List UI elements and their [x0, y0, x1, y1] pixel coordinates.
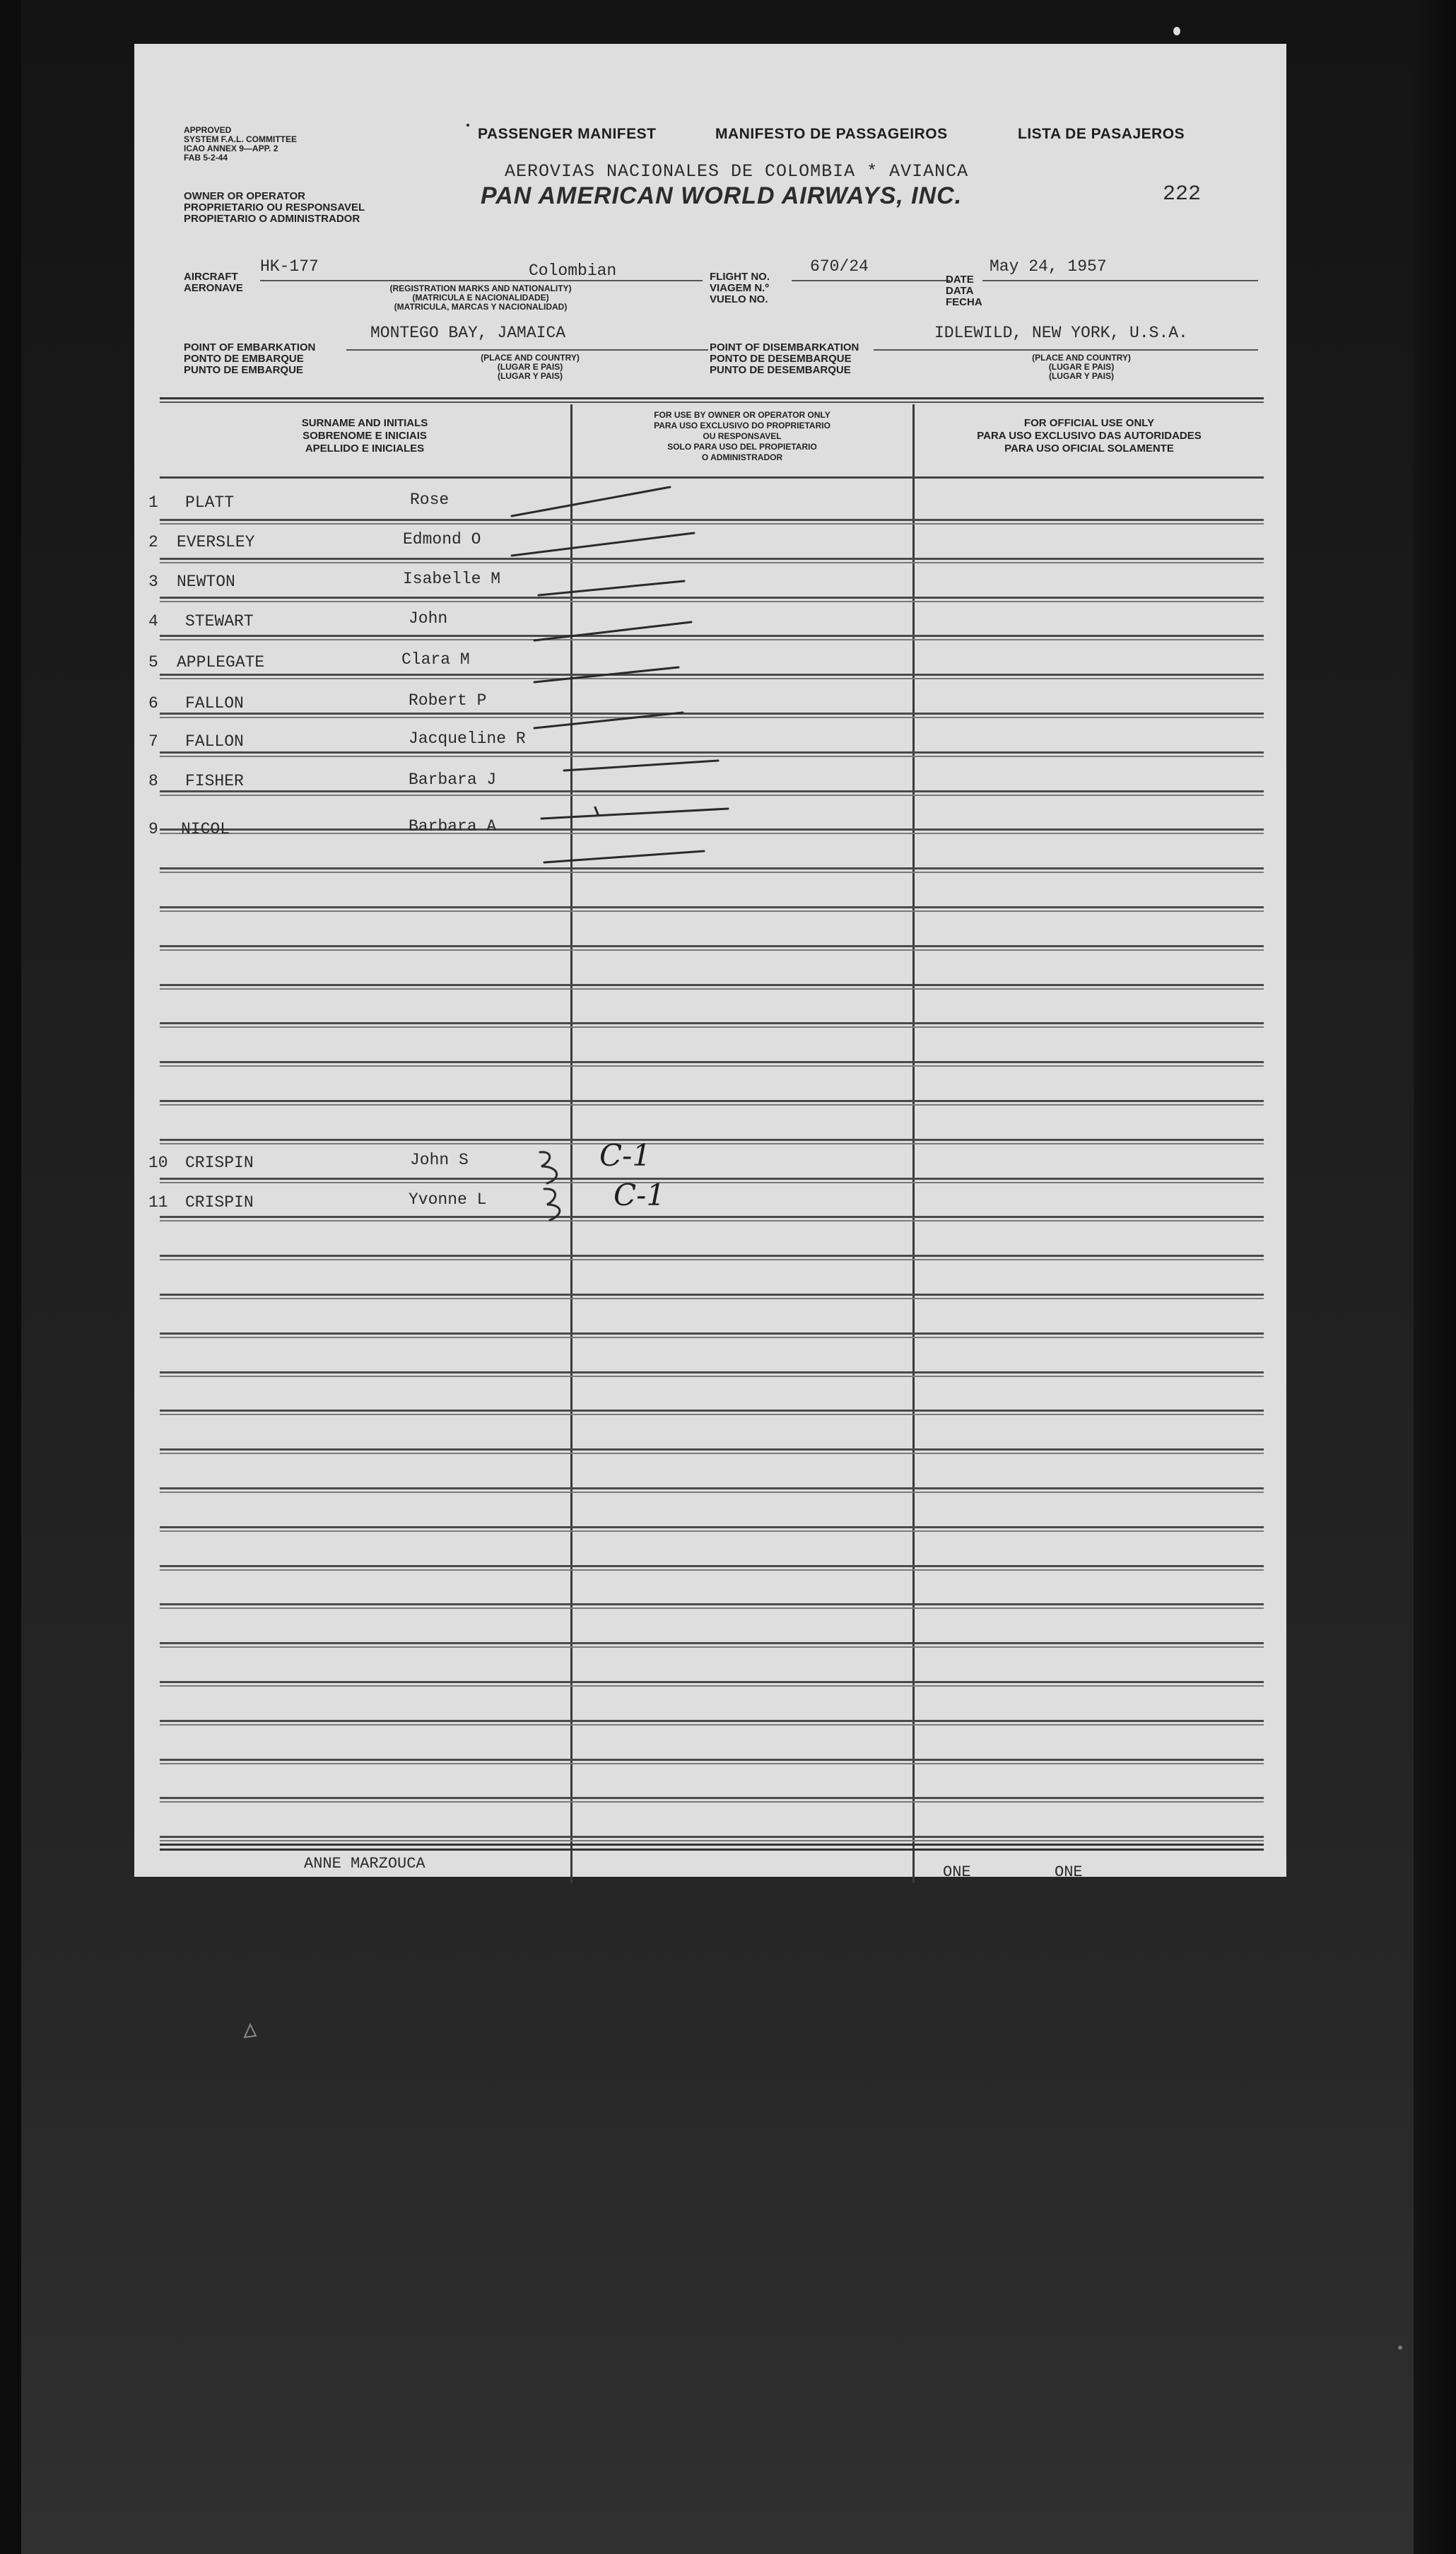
header-line: FOR OFFICIAL USE ONLY	[1023, 417, 1155, 429]
pencil-stroke	[534, 622, 691, 640]
row-number: 8	[148, 772, 158, 790]
operator-label-pt: PROPRIETARIO OU RESPONSAVEL	[184, 201, 365, 213]
flight-label-pt: VIAGEM N.º	[710, 282, 769, 294]
pencil-stroke	[534, 667, 679, 682]
passenger-surname: EVERSLEY	[177, 533, 255, 551]
caption-line: (MATRICULA E NACIONALIDADE)	[412, 293, 549, 303]
pencil-stroke	[539, 581, 684, 595]
passenger-surname: FALLON	[185, 694, 244, 713]
pencil-stroke	[564, 761, 718, 771]
passenger-surname: NICOL	[181, 820, 230, 838]
embarkation-place: MONTEGO BAY, JAMAICA	[370, 324, 566, 342]
operator-typed: AEROVIAS NACIONALES DE COLOMBIA * AVIANCA	[505, 161, 969, 182]
pencil-stroke	[512, 487, 670, 516]
passenger-surname: CRISPIN	[185, 1193, 254, 1212]
date-label-es: FECHA	[946, 296, 982, 308]
handwritten-code: C-1	[613, 1178, 666, 1212]
flight-date: May 24, 1957	[990, 257, 1107, 276]
caption-line: (PLACE AND COUNTRY)	[481, 353, 580, 363]
title-portuguese: MANIFESTO DE PASSAGEIROS	[715, 126, 948, 142]
approval-line: FAB 5-2-44	[184, 153, 228, 163]
row-number: 6	[148, 694, 158, 713]
pencil-marks	[134, 44, 1286, 1881]
header-line: SOLO PARA USO DEL PROPIETARIO	[667, 442, 817, 452]
total-count-2: ONE	[1055, 1863, 1083, 1881]
passenger-surname: FISHER	[185, 772, 244, 790]
operator-label-en: OWNER OR OPERATOR	[184, 190, 305, 202]
row-number: 3	[148, 573, 158, 591]
caption-line: (LUGAR E PAIS)	[497, 362, 563, 372]
caption-line: (LUGAR Y PAIS)	[1048, 371, 1114, 381]
passenger-surname: FALLON	[185, 732, 244, 751]
passenger-given-names: Robert P	[409, 691, 487, 710]
row-number: 9	[148, 820, 158, 838]
aircraft-label-en: AIRCRAFT	[184, 271, 238, 283]
disembarkation-label-pt: PONTO DE DESEMBARQUE	[710, 353, 852, 365]
pencil-stroke	[534, 713, 683, 728]
passenger-given-names: Isabelle M	[403, 570, 501, 588]
disembarkation-label-en: POINT OF DISEMBARKATION	[710, 341, 859, 353]
film-speck	[1398, 2345, 1402, 2350]
caption-line: (LUGAR E PAIS)	[1048, 362, 1115, 372]
film-speck	[1173, 27, 1180, 35]
embarkation-label-en: POINT OF EMBARKATION	[184, 341, 316, 353]
passenger-surname: APPLEGATE	[177, 653, 265, 672]
header-line: PARA USO EXCLUSIVO DAS AUTORIDADES	[977, 430, 1202, 442]
caption-line: (MATRICULA, MARCAS Y NACIONALIDAD)	[394, 302, 568, 312]
operator-stamp: PAN AMERICAN WORLD AIRWAYS, INC.	[481, 182, 963, 209]
table-bottom-rule	[160, 1844, 1264, 1846]
row-number: 5	[148, 653, 158, 672]
date-label-pt: DATA	[946, 285, 974, 297]
table-bottom-rule-2	[160, 1849, 1264, 1851]
passenger-given-names: Barbara A	[409, 817, 497, 836]
pencil-bracket	[540, 1152, 557, 1183]
pencil-bracket	[544, 1189, 560, 1220]
film-mark	[240, 2020, 262, 2042]
passenger-given-names: Edmond O	[403, 530, 481, 549]
pencil-stroke	[541, 809, 728, 819]
passenger-given-names: John	[409, 609, 448, 628]
header-line: APELLIDO E INICIALES	[305, 443, 425, 455]
operator-label-es: PROPIETARIO O ADMINISTRADOR	[184, 213, 360, 225]
passenger-surname: STEWART	[185, 612, 254, 631]
handwritten-code: C-1	[599, 1138, 652, 1173]
row-number: 4	[148, 612, 158, 631]
flight-number: 670/24	[810, 257, 869, 276]
aircraft-nationality: Colombian	[529, 262, 617, 280]
row-number: 1	[148, 493, 158, 512]
sheet-number: 222	[1163, 182, 1202, 206]
manifest-sheet	[134, 44, 1286, 1881]
approval-line: APPROVED	[184, 125, 232, 135]
aircraft-registration: HK-177	[260, 257, 319, 276]
row-number: 10	[148, 1154, 168, 1172]
header-line: SOBRENOME E INICIAIS	[303, 430, 427, 442]
header-line: PARA USO EXCLUSIVO DO PROPRIETARIO	[654, 421, 830, 430]
caption-line: (REGISTRATION MARKS AND NATIONALITY)	[389, 283, 572, 293]
signer-name: ANNE MARZOUCA	[304, 1855, 425, 1873]
title-spanish: LISTA DE PASAJEROS	[1018, 126, 1185, 142]
pencil-stroke	[544, 851, 704, 862]
title-english: PASSENGER MANIFEST	[478, 126, 657, 142]
caption-line: (LUGAR Y PAIS)	[497, 371, 563, 381]
date-label-en: DATE	[946, 274, 974, 286]
passenger-given-names: Jacqueline R	[409, 730, 526, 748]
disembarkation-place: IDLEWILD, NEW YORK, U.S.A.	[934, 324, 1188, 342]
passenger-surname: CRISPIN	[185, 1154, 254, 1172]
approval-line: ICAO ANNEX 9—APP. 2	[184, 143, 278, 153]
header-line: FOR USE BY OWNER OR OPERATOR ONLY	[654, 410, 830, 420]
flight-label-en: FLIGHT NO.	[710, 271, 770, 283]
passenger-surname: PLATT	[185, 493, 235, 512]
passenger-given-names: Yvonne L	[409, 1190, 487, 1209]
disembarkation-label-es: PUNTO DE DESEMBARQUE	[710, 364, 851, 376]
embarkation-label-es: PUNTO DE EMBARQUE	[184, 364, 303, 376]
row-number: 7	[148, 732, 158, 751]
header-line: O ADMINISTRADOR	[701, 452, 783, 462]
aircraft-label-pt: AERONAVE	[184, 282, 243, 294]
row-number: 2	[148, 533, 158, 551]
header-line: SURNAME AND INITIALS	[301, 417, 428, 429]
approval-line: SYSTEM F.A.L. COMMITTEE	[184, 134, 298, 144]
film-edge-left	[0, 0, 21, 2554]
header-line: PARA USO OFICIAL SOLAMENTE	[1004, 443, 1174, 455]
passenger-given-names: Barbara J	[409, 771, 497, 789]
passenger-given-names: John S	[410, 1151, 469, 1169]
header-line: OU RESPONSAVEL	[703, 431, 782, 441]
row-number: 11	[148, 1193, 168, 1212]
caption-line: (PLACE AND COUNTRY)	[1032, 353, 1131, 363]
passenger-given-names: Clara M	[401, 650, 470, 669]
film-edge-right	[1414, 0, 1456, 2554]
total-count-1: ONE	[943, 1863, 971, 1881]
pencil-tick	[595, 807, 598, 814]
embarkation-label-pt: PONTO DE EMBARQUE	[184, 353, 304, 365]
passenger-surname: NEWTON	[177, 573, 235, 591]
passenger-given-names: Rose	[410, 491, 450, 509]
flight-label-es: VUELO NO.	[710, 293, 768, 305]
pencil-stroke	[512, 533, 694, 556]
